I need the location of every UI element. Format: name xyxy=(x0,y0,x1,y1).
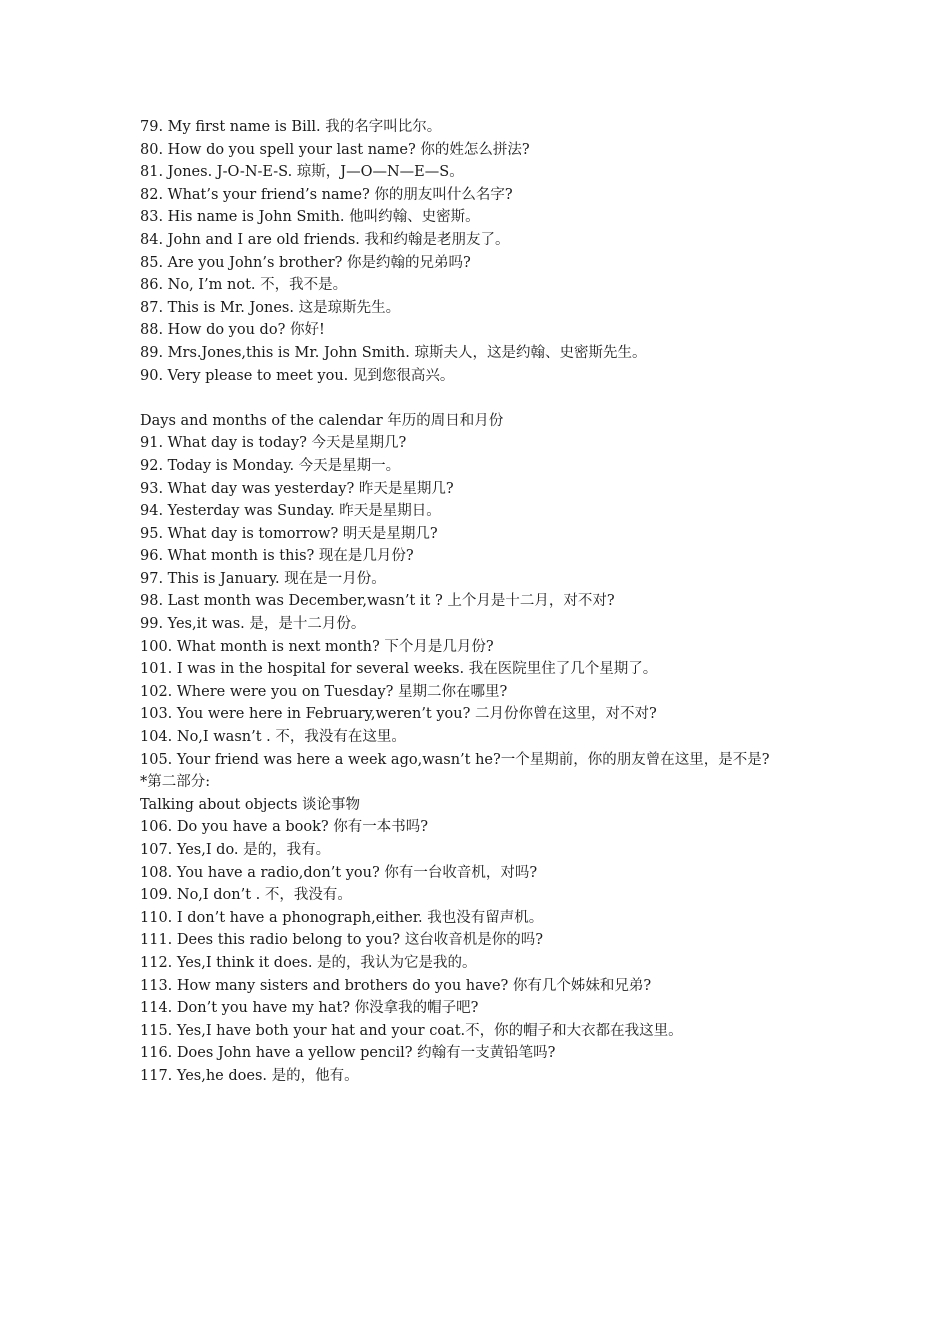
sentence-107: 107. Yes,I do. 是的，我有。 xyxy=(140,842,331,858)
sentence-93: 93. What day was yesterday? 昨天是星期几? xyxy=(140,480,454,497)
sentence-88: 88. How do you do? 你好! xyxy=(140,322,325,339)
paragraph-spacer xyxy=(140,387,820,410)
sentence-102: 102. Where were you on Tuesday? 星期二你在哪里? xyxy=(140,683,508,700)
section-introductions xyxy=(140,116,820,387)
sentence-117: 117. Yes,he does. 是的，他有。 xyxy=(140,1067,359,1084)
section-heading-calendar: Days and months of the calendar 年历的周日和月份 xyxy=(140,412,504,429)
sentence-79: 79. My first name is Bill. 我的名字叫比尔。 xyxy=(140,119,442,135)
sentence-113: 113. How many sisters and brothers do you have? 你有几个姊妹和兄弟? xyxy=(140,977,652,994)
sentence-108: 108. You have a radio,don’t you? 你有一台收音机，对吗? xyxy=(140,864,538,881)
sentence-116: 116. Does John have a yellow pencil? 约翰有一支黄铅笔吗? xyxy=(140,1045,556,1062)
section-heading-objects: Talking about objects 谈论事物 xyxy=(140,796,360,813)
sentence-94: 94. Yesterday was Sunday. 昨天是星期日。 xyxy=(140,503,441,520)
sentence-96: 96. What month is this? 现在是几月份? xyxy=(140,548,414,565)
sentence-110: 110. I don’t have a phonograph,either. 我也没有留声机。 xyxy=(140,909,544,926)
sentence-86: 86. No, I’m not. 不，我不是。 xyxy=(140,277,348,294)
sentence-89: 89. Mrs.Jones,this is Mr. John Smith. 琼斯夫人，这是约翰、史密斯先生。 xyxy=(140,344,647,361)
sentence-85: 85. Are you John’s brother? 你是约翰的兄弟吗? xyxy=(140,254,471,271)
sentence-101: 101. I was in the hospital for several weeks. 我在医院里住了几个星期了。 xyxy=(140,661,658,678)
sentence-98: 98. Last month was December,wasn’t it ? 上个月是十二月，对不对? xyxy=(140,593,615,610)
section-objects xyxy=(140,794,820,1088)
sentence-103: 103. You were here in February,weren’t you? 二月份你曾在这里，对不对? xyxy=(140,706,657,723)
sentence-105: 105. Your friend was here a week ago,wasn’t he?一个星期前，你的朋友曾在这里，是不是? xyxy=(140,751,770,768)
sentence-92: 92. Today is Monday. 今天是星期一。 xyxy=(140,457,401,474)
sentence-109: 109. No,I don’t . 不，我没有。 xyxy=(140,887,352,904)
sentence-112: 112. Yes,I think it does. 是的，我认为它是我的。 xyxy=(140,954,477,971)
sentence-95: 95. What day is tomorrow? 明天是星期几? xyxy=(140,525,438,542)
section-calendar xyxy=(140,410,820,772)
part-heading: *第二部分: xyxy=(140,774,211,791)
sentence-83: 83. His name is John Smith. 他叫约翰、史密斯。 xyxy=(140,209,480,226)
sentence-80: 80. How do you spell your last name? 你的姓怎么拼法? xyxy=(140,141,530,158)
sentence-84: 84. John and I are old friends. 我和约翰是老朋友了。 xyxy=(140,231,510,248)
document-page xyxy=(140,116,820,1088)
sentence-82: 82. What’s your friend’s name? 你的朋友叫什么名字? xyxy=(140,186,513,203)
sentence-111: 111. Dees this radio belong to you? 这台收音机是你的吗? xyxy=(140,932,543,949)
sentence-104: 104. No,I wasn’t . 不，我没有在这里。 xyxy=(140,729,406,746)
sentence-90: 90. Very please to meet you. 见到您很高兴。 xyxy=(140,367,455,384)
sentence-99: 99. Yes,it was. 是，是十二月份。 xyxy=(140,616,366,633)
sentence-100: 100. What month is next month? 下个月是几月份? xyxy=(140,638,494,655)
sentence-106: 106. Do you have a book? 你有一本书吗? xyxy=(140,819,429,836)
sentence-114: 114. Don’t you have my hat? 你没拿我的帽子吧? xyxy=(140,1000,479,1017)
sentence-97: 97. This is January. 现在是一月份。 xyxy=(140,570,386,587)
sentence-115: 115. Yes,I have both your hat and your coat.不，你的帽子和大衣都在我这里。 xyxy=(140,1022,683,1039)
sentence-81: 81. Jones. J-O-N-E-S. 琼斯，J—O—N—E—S。 xyxy=(140,164,464,181)
sentence-87: 87. This is Mr. Jones. 这是琼斯先生。 xyxy=(140,299,401,316)
sentence-91: 91. What day is today? 今天是星期几? xyxy=(140,435,407,452)
